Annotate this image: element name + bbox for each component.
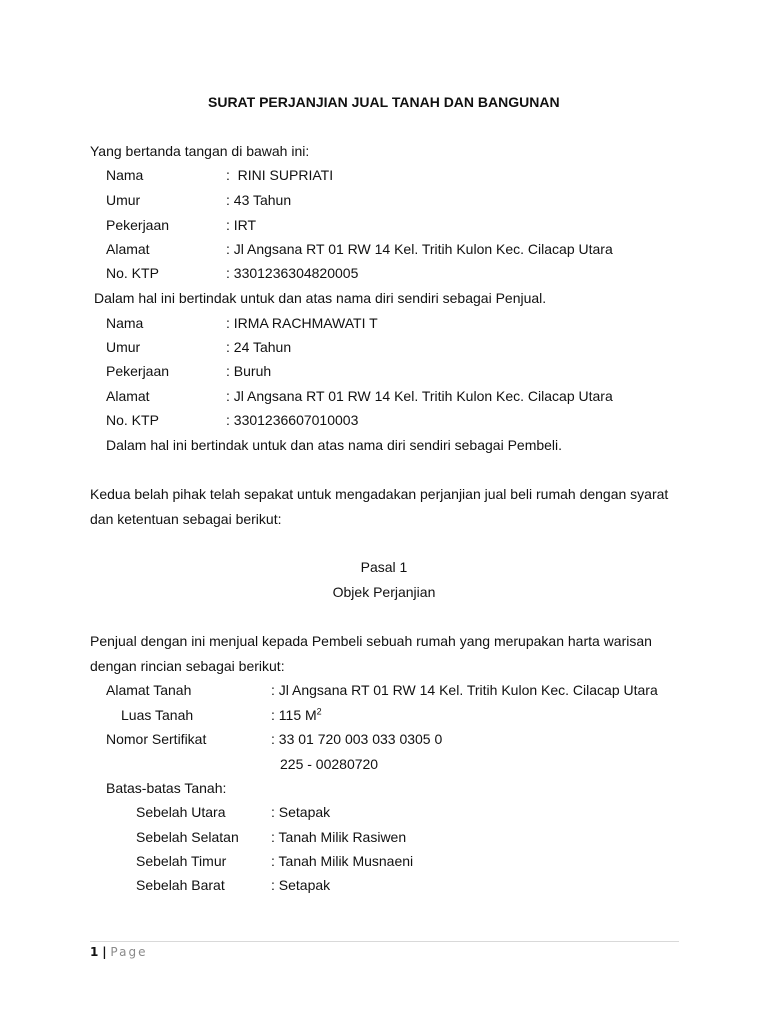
seller-ktp-value: : 3301236304820005 bbox=[226, 265, 359, 281]
seller-pekerjaan-value: : IRT bbox=[226, 217, 257, 233]
buyer-ktp-label: No. KTP bbox=[106, 412, 159, 428]
seller-alamat-value: : Jl Angsana RT 01 RW 14 Kel. Tritih Kulon Kec. Cilacap Utara bbox=[226, 241, 613, 257]
buyer-nama-label: Nama bbox=[106, 315, 144, 331]
agreement-line-2: dan ketentuan sebagai berikut: bbox=[90, 511, 282, 527]
buyer-pekerjaan-value: : Buruh bbox=[226, 363, 272, 379]
buyer-umur-label: Umur bbox=[106, 339, 141, 355]
timur-label: Sebelah Timur bbox=[136, 853, 227, 869]
buyer-alamat-value: : Jl Angsana RT 01 RW 14 Kel. Tritih Kulon Kec. Cilacap Utara bbox=[226, 388, 613, 404]
buyer-nama-value: : IRMA RACHMAWATI T bbox=[226, 315, 378, 331]
page-footer bbox=[90, 943, 147, 961]
seller-ktp-label: No. KTP bbox=[106, 265, 159, 281]
footer-divider bbox=[90, 941, 679, 942]
seller-role-statement: Dalam hal ini bertindak untuk dan atas nama diri sendiri sebagai Penjual. bbox=[94, 290, 547, 306]
seller-nama-value: : RINI SUPRIATI bbox=[226, 167, 334, 183]
barat-label: Sebelah Barat bbox=[136, 877, 225, 893]
selatan-label: Sebelah Selatan bbox=[136, 829, 239, 845]
buyer-ktp-value: : 3301236607010003 bbox=[226, 412, 359, 428]
pasal-subheading: Objek Perjanjian bbox=[332, 584, 436, 600]
agreement-line-1: Kedua belah pihak telah sepakat untuk mengadakan perjanjian jual beli rumah dengan syarat bbox=[90, 486, 669, 502]
seller-umur-value: : 43 Tahun bbox=[226, 192, 292, 208]
seller-pekerjaan-label: Pekerjaan bbox=[106, 217, 170, 233]
page-separator: | bbox=[102, 945, 107, 959]
utara-value: : Setapak bbox=[271, 804, 331, 820]
alamat-tanah-label: Alamat Tanah bbox=[106, 682, 192, 698]
intro-text: Yang bertanda tangan di bawah ini: bbox=[90, 143, 310, 159]
page-label: Page bbox=[110, 945, 148, 959]
barat-value: : Setapak bbox=[271, 877, 331, 893]
page-number: 1 bbox=[90, 945, 99, 959]
luas-tanah-value-wrap bbox=[271, 706, 322, 724]
buyer-alamat-label: Alamat bbox=[106, 388, 150, 404]
sertifikat-value-continuation: 225 - 00280720 bbox=[280, 756, 379, 772]
seller-umur-label: Umur bbox=[106, 192, 141, 208]
alamat-tanah-value: : Jl Angsana RT 01 RW 14 Kel. Tritih Kulon Kec. Cilacap Utara bbox=[271, 682, 658, 698]
pasal-body-line-1: Penjual dengan ini menjual kepada Pembeli sebuah rumah yang merupakan harta warisan bbox=[90, 633, 652, 649]
pasal-heading: Pasal 1 bbox=[360, 559, 408, 575]
buyer-umur-value: : 24 Tahun bbox=[226, 339, 292, 355]
timur-value: : Tanah Milik Musnaeni bbox=[271, 853, 414, 869]
seller-alamat-label: Alamat bbox=[106, 241, 150, 257]
sertifikat-label: Nomor Sertifikat bbox=[106, 731, 207, 747]
buyer-role-statement: Dalam hal ini bertindak untuk dan atas nama diri sendiri sebagai Pembeli. bbox=[106, 437, 563, 453]
sertifikat-value: : 33 01 720 003 033 0305 0 bbox=[271, 731, 443, 747]
utara-label: Sebelah Utara bbox=[136, 804, 226, 820]
seller-nama-label: Nama bbox=[106, 167, 144, 183]
luas-tanah-superscript: 2 bbox=[316, 706, 322, 717]
buyer-pekerjaan-label: Pekerjaan bbox=[106, 363, 170, 379]
luas-tanah-value: : 115 M bbox=[271, 707, 317, 723]
document-title: SURAT PERJANJIAN JUAL TANAH DAN BANGUNAN bbox=[208, 94, 560, 110]
selatan-value: : Tanah Milik Rasiwen bbox=[271, 829, 407, 845]
luas-tanah-label: Luas Tanah bbox=[121, 707, 194, 723]
pasal-body-line-2: dengan rincian sebagai berikut: bbox=[90, 658, 285, 674]
batas-tanah-label: Batas-batas Tanah: bbox=[106, 780, 227, 796]
